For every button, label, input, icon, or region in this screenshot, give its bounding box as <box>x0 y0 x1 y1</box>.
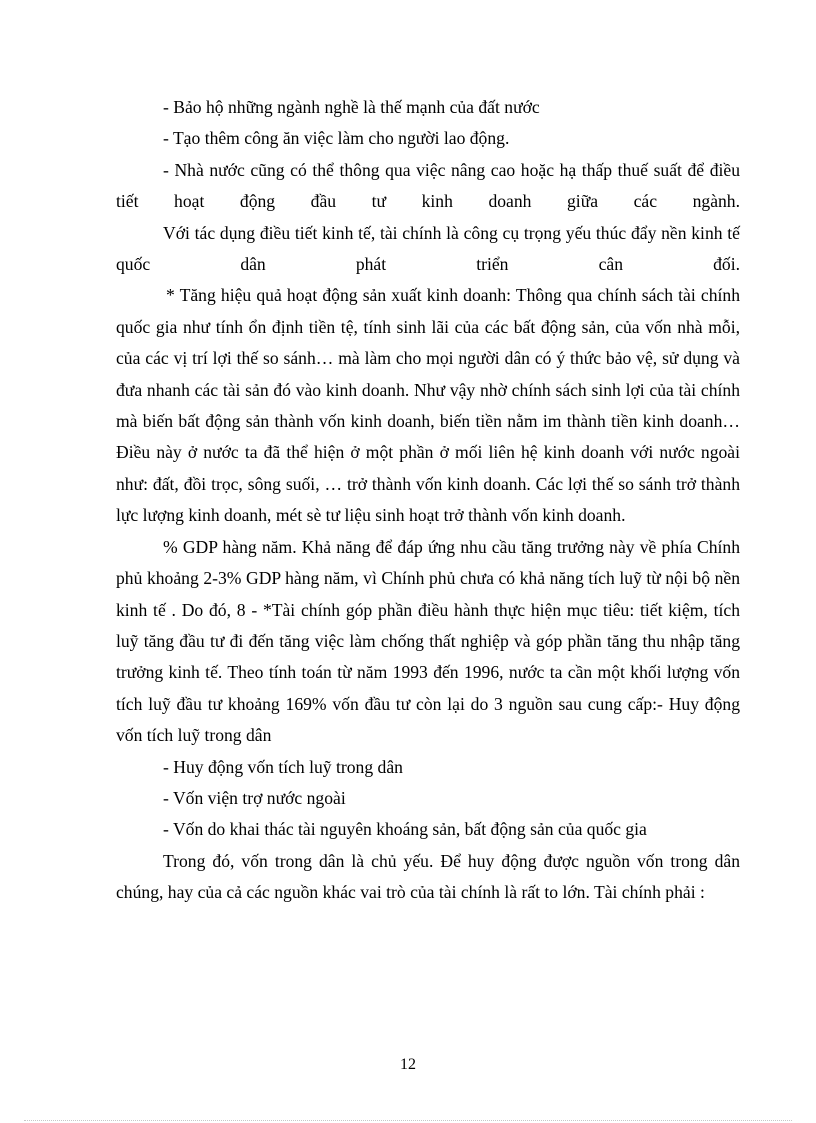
paragraph-conclusion: Trong đó, vốn trong dân là chủ yếu. Để huy động được nguồn vốn trong dân chúng, hay của cả các nguồn khác vai trò của tài chính là rất to lớn. Tài chính phải : <box>116 850 740 903</box>
page-bottom-divider <box>24 1120 792 1121</box>
paragraph-bullet-natural-resources: - Vốn do khai thác tài nguyên khoáng sản, bất động sản của quốc gia <box>163 819 647 840</box>
paragraph-bullet-create-jobs: - Tạo thêm công ăn việc làm cho người lao động. <box>163 128 510 149</box>
paragraph-regulation-role: Với tác dụng điều tiết kinh tế, tài chính là công cụ trọng yếu thúc đẩy nền kinh tế quốc dân phát triển cân đối. <box>116 222 740 275</box>
paragraph-bullet-foreign-aid: - Vốn viện trợ nước ngoài <box>163 787 346 808</box>
paragraph-bullet-tax-rates: - Nhà nước cũng có thể thông qua việc nâng cao hoặc hạ thấp thuế suất để điều tiết hoạt động đầu tư kinh doanh giữa các ngành. <box>116 159 740 212</box>
paragraph-business-efficiency: * Tăng hiệu quả hoạt động sản xuất kinh doanh: Thông qua chính sách tài chính quốc gia như tính ổn định tiền tệ, tính sinh lãi của các bất động sản, của vốn nhà mỗi, của các vị trí lợi thế so sánh… mà làm cho mọi người dân có ý thức bảo vệ, sử dụng và đưa nhanh các tài sản đó vào kinh doanh. Như vậy nhờ chính sách sinh lợi của tài chính mà biến bất động sản thành vốn kinh doanh, biến tiền nằm im thành tiền kinh doanh…Điều này ở nước ta đã thể hiện ở một phần ở mối liên hệ kinh doanh với nước ngoài như: đất, đồi trọc, sông suối, … trở thành vốn kinh doanh. Các lợi thế so sánh trở thành lực lượng kinh doanh, mét sè tư liệu sinh hoạt trở thành vốn kinh doanh. <box>116 285 740 526</box>
paragraph-bullet-protect-industries: - Bảo hộ những ngành nghề là thế mạnh của đất nước <box>163 97 540 117</box>
paragraph-bullet-domestic-capital: - Huy động vốn tích luỹ trong dân <box>163 756 403 777</box>
body-text <box>116 92 740 909</box>
paragraph-gdp-savings: % GDP hàng năm. Khả năng để đáp ứng nhu cầu tăng trưởng này về phía Chính phủ khoảng 2-3% GDP hàng năm, vì Chính phủ chưa có khả năng tích luỹ từ nội bộ nền kinh tế . Do đó, 8 - *Tài chính góp phần điều hành thực hiện mục tiêu: tiết kiệm, tích luỹ tăng đầu tư đi đến tăng việc làm chống thất nghiệp và góp phần tăng thu nhập tăng trưởng kinh tế. Theo tính toán từ năm 1993 đến 1996, nước ta cần một khối lượng vốn tích luỹ đầu tư khoảng 169% vốn đầu tư còn lại do 3 nguồn sau cung cấp:- Huy động vốn tích luỹ trong dân <box>116 536 740 746</box>
page-number: 12 <box>400 1056 416 1073</box>
